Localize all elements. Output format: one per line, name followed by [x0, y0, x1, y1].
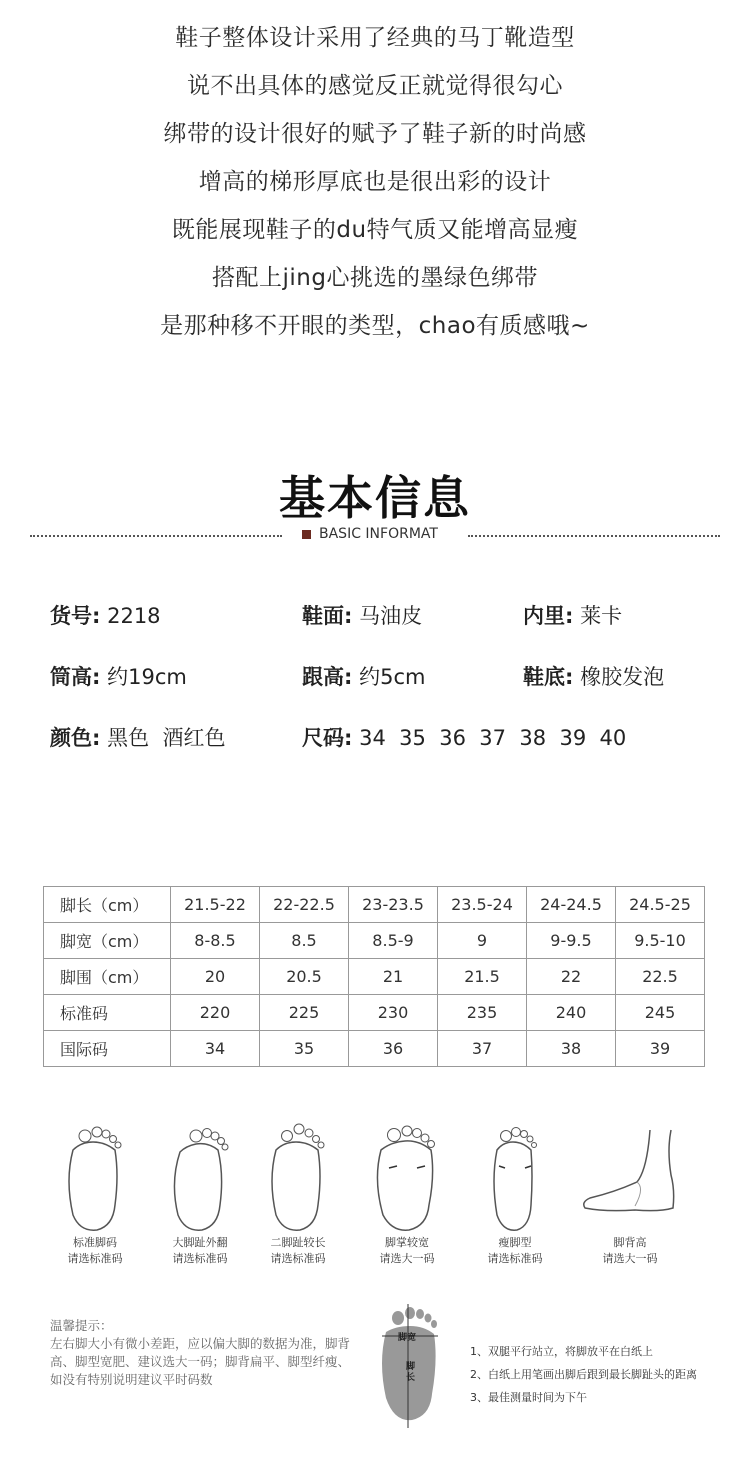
- info-upper: [302, 600, 422, 630]
- size-table: [43, 886, 705, 1067]
- step-item: 1、双腿平行站立，将脚放平在白纸上: [470, 1345, 653, 1358]
- foot-type-advice: 请选标准码: [487, 1252, 543, 1265]
- info-row: [50, 600, 730, 661]
- info-label: 跟高:: [302, 665, 353, 689]
- step-item: 2、白纸上用笔画出脚后跟到最长脚趾头的距离: [470, 1368, 697, 1381]
- foot-type-high-instep: [575, 1120, 685, 1267]
- foot-type-long-second-toe: [243, 1120, 353, 1267]
- info-label: 鞋面:: [302, 604, 353, 628]
- table-cell: 245: [616, 995, 705, 1031]
- foot-type-name: 二脚趾较长: [270, 1236, 326, 1249]
- intro-line: 搭配上jing心挑选的墨绿色绑带: [212, 265, 538, 291]
- table-cell: 21: [349, 959, 438, 995]
- table-cell: 36: [349, 1031, 438, 1067]
- table-row-header: 脚长（cm）: [44, 887, 171, 923]
- table-cell: 230: [349, 995, 438, 1031]
- info-value: 34 35 36 37 38 39 40: [359, 726, 627, 750]
- table-cell: 20.5: [260, 959, 349, 995]
- table-cell: 39: [616, 1031, 705, 1067]
- table-cell: 8.5: [260, 923, 349, 959]
- info-value: 2218: [107, 604, 161, 628]
- info-value: 橡胶发泡: [580, 665, 665, 689]
- tip-title: 温馨提示：: [50, 1318, 113, 1333]
- table-row: [44, 923, 705, 959]
- tip-box: [50, 1317, 350, 1389]
- section-subtitle: [302, 526, 438, 542]
- step-item: 3、最佳测量时间为下午: [470, 1391, 587, 1404]
- foot-type-name: 脚掌较宽: [385, 1236, 429, 1249]
- foot-type-name: 大脚趾外翻: [172, 1236, 228, 1249]
- table-row: [44, 995, 705, 1031]
- table-cell: 22-22.5: [260, 887, 349, 923]
- info-value: 约19cm: [107, 665, 187, 689]
- info-row: [50, 661, 730, 722]
- foot-type-slim: [460, 1120, 570, 1267]
- foot-outline-icon: [475, 1120, 555, 1235]
- table-row-header: 标准码: [44, 995, 171, 1031]
- info-value: 马油皮: [359, 604, 423, 628]
- info-item-number: [50, 600, 161, 630]
- foot-side-icon: [575, 1120, 685, 1235]
- table-cell: 8-8.5: [171, 923, 260, 959]
- measure-steps: [470, 1340, 697, 1409]
- foot-type-advice: 请选标准码: [67, 1252, 123, 1265]
- intro-line: 鞋子整体设计采用了经典的马丁靴造型: [175, 25, 575, 51]
- table-cell: 220: [171, 995, 260, 1031]
- info-label: 货号:: [50, 604, 101, 628]
- table-row: [44, 959, 705, 995]
- table-cell: 23-23.5: [349, 887, 438, 923]
- table-cell: 38: [527, 1031, 616, 1067]
- foot-type-name: 脚背高: [613, 1236, 647, 1249]
- foot-type-name: 瘦脚型: [498, 1236, 532, 1249]
- foot-outline-icon: [160, 1120, 240, 1235]
- info-heel-height: [302, 661, 425, 691]
- table-cell: 9-9.5: [527, 923, 616, 959]
- table-cell: 235: [438, 995, 527, 1031]
- foot-type-guide: [40, 1120, 720, 1280]
- length-label: 脚长: [406, 1362, 416, 1383]
- foot-type-advice: 请选大一码: [602, 1252, 658, 1265]
- foot-outline-icon: [55, 1120, 135, 1235]
- table-cell: 22.5: [616, 959, 705, 995]
- table-row-header: 脚围（cm）: [44, 959, 171, 995]
- foot-outline-icon: [258, 1120, 338, 1235]
- table-cell: 34: [171, 1031, 260, 1067]
- foot-type-wide: [352, 1120, 462, 1267]
- table-cell: 37: [438, 1031, 527, 1067]
- table-cell: 20: [171, 959, 260, 995]
- foot-outline-icon: [367, 1120, 447, 1235]
- dotted-line-left: [30, 535, 282, 537]
- info-row: [50, 722, 730, 783]
- info-label: 内里:: [523, 604, 574, 628]
- intro-line: 绑带的设计很好的赋予了鞋子新的时尚感: [163, 121, 587, 147]
- table-row-header: 国际码: [44, 1031, 171, 1067]
- table-cell: 21.5-22: [171, 887, 260, 923]
- intro-line: 是那种移不开眼的类型，chao有质感哦~: [160, 313, 590, 339]
- table-cell: 22: [527, 959, 616, 995]
- info-label: 鞋底:: [523, 665, 574, 689]
- table-cell: 35: [260, 1031, 349, 1067]
- info-sole: [523, 661, 664, 691]
- measure-diagram: [372, 1300, 452, 1434]
- info-label: 颜色:: [50, 726, 101, 750]
- table-cell: 9.5-10: [616, 923, 705, 959]
- info-lining: [523, 600, 622, 630]
- section-title: 基本信息: [279, 471, 471, 525]
- foot-type-bunion: [145, 1120, 255, 1267]
- foot-type-name: 标准脚码: [73, 1236, 117, 1249]
- foot-type-advice: 请选大一码: [379, 1252, 435, 1265]
- info-label: 尺码:: [302, 726, 353, 750]
- table-cell: 24.5-25: [616, 887, 705, 923]
- width-label: 脚宽: [398, 1333, 417, 1343]
- intro-line: 增高的梯形厚底也是很出彩的设计: [198, 169, 552, 195]
- foot-type-advice: 请选标准码: [270, 1252, 326, 1265]
- info-size: [302, 722, 626, 752]
- table-cell: 8.5-9: [349, 923, 438, 959]
- table-row: [44, 1031, 705, 1067]
- table-cell: 225: [260, 995, 349, 1031]
- intro-line: 说不出具体的感觉反正就觉得很勾心: [187, 73, 563, 99]
- info-label: 筒高:: [50, 665, 101, 689]
- foot-type-standard: [40, 1120, 150, 1267]
- info-shaft-height: [50, 661, 187, 691]
- table-row: [44, 887, 705, 923]
- basic-info: [50, 600, 730, 783]
- table-cell: 240: [527, 995, 616, 1031]
- info-value: 莱卡: [580, 604, 623, 628]
- foot-type-advice: 请选标准码: [172, 1252, 228, 1265]
- table-cell: 23.5-24: [438, 887, 527, 923]
- square-bullet-icon: [302, 530, 311, 539]
- info-value: 约5cm: [359, 665, 426, 689]
- table-cell: 21.5: [438, 959, 527, 995]
- section-subtitle-text: BASIC INFORMAT: [319, 526, 438, 542]
- intro-line: 既能展现鞋子的du特气质又能增高显瘦: [171, 217, 579, 243]
- tip-body: 左右脚大小有微小差距，应以偏大脚的数据为准，脚背高、脚型宽肥、建议选大一码；脚背扁平、脚型纤瘦、如没有特别说明建议平时码数: [50, 1336, 351, 1387]
- dotted-line-right: [468, 535, 720, 537]
- section-divider: [30, 524, 720, 548]
- info-value: 黑色 酒红色: [107, 726, 226, 750]
- info-color: [50, 722, 225, 752]
- intro-text: [0, 14, 750, 350]
- table-cell: 24-24.5: [527, 887, 616, 923]
- table-cell: 9: [438, 923, 527, 959]
- table-row-header: 脚宽（cm）: [44, 923, 171, 959]
